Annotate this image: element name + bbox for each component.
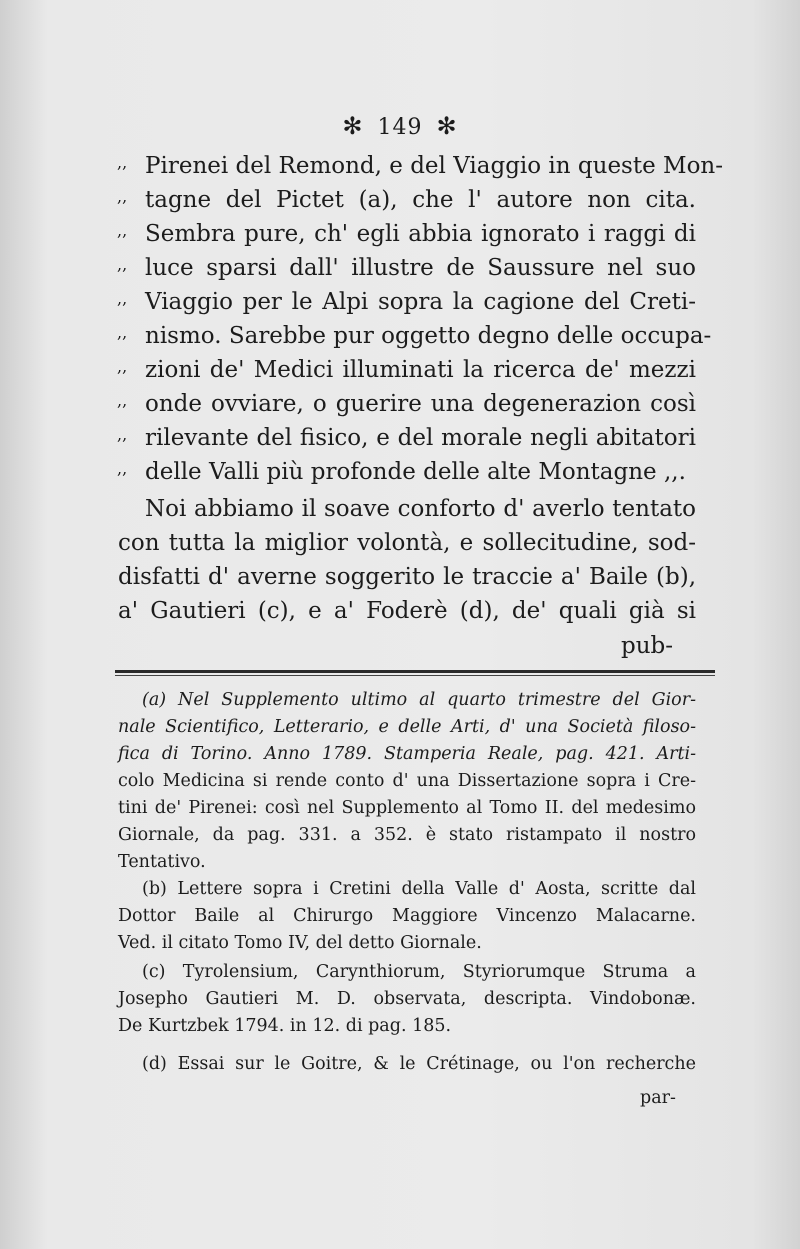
footnote-line: tini de' Pirenei: così nel Supplemento al Tomo II. del medesimo: [118, 798, 696, 818]
footnote-line: colo Medicina si rende conto d' una Dissertazione sopra i Cre-: [118, 771, 696, 791]
footnote-line: Giornale, da pag. 331. a 352. è stato ristampato il nostro: [118, 825, 696, 845]
quote-mark: ,,: [117, 323, 128, 342]
quote-line-text: tagne del Pictet (a), che l' autore non cita.: [145, 187, 696, 213]
body-line-text: con tutta la miglior volontà, e sollecitudine, sod-: [118, 530, 696, 556]
quote-line-text: delle Valli più profonde delle alte Montagne ,,.: [145, 459, 686, 485]
quote-line-text: Sembra pure, ch' egli abbia ignorato i raggi di: [145, 221, 696, 247]
catchword: pub-: [620, 633, 673, 659]
ornament-left-icon: ✻: [342, 112, 364, 140]
quote-line-text: onde ovviare, o guerire una degenerazion così: [145, 391, 696, 417]
footnote-catchword: par-: [640, 1088, 676, 1108]
footnote-line: fica di Torino. Anno 1789. Stamperia Reale, pag. 421. Arti-: [118, 744, 696, 764]
footnote-line: Dottor Baile al Chirurgo Maggiore Vincenzo Malacarne.: [118, 906, 696, 926]
quote-mark: ,,: [117, 187, 128, 206]
footnote-line: Josepho Gautieri M. D. observata, descripta. Vindobonæ.: [118, 989, 696, 1009]
quote-line-text: Viaggio per le Alpi sopra la cagione del Creti-: [145, 289, 696, 315]
quote-mark: ,,: [117, 153, 128, 172]
footnote-line: Tentativo.: [118, 852, 206, 872]
quote-line-text: nismo. Sarebbe pur oggetto degno delle occupa-: [145, 323, 712, 349]
footnote-line: nale Scientifico, Letterario, e delle Arti, d' una Società filoso-: [118, 717, 696, 737]
ornament-right-icon: ✻: [436, 112, 458, 140]
quote-mark: ,,: [117, 425, 128, 444]
footnote-line: (a) Nel Supplemento ultimo al quarto trimestre del Gior-: [142, 690, 696, 710]
footnote-line: De Kurtzbek 1794. in 12. di pag. 185.: [118, 1016, 452, 1036]
quote-mark: ,,: [117, 391, 128, 410]
quote-mark: ,,: [117, 459, 128, 478]
page-number: 149: [377, 115, 423, 140]
footnote-rule-thin: [115, 675, 715, 676]
body-line-text: a' Gautieri (c), e a' Foderè (d), de' quali già si: [118, 598, 696, 624]
quote-line-text: rilevante del fisico, e del morale negli abitatori: [145, 425, 696, 451]
quote-mark: ,,: [117, 255, 128, 274]
quote-line-text: luce sparsi dall' illustre de Saussure nel suo: [145, 255, 696, 281]
footnote-line: (b) Lettere sopra i Cretini della Valle d' Aosta, scritte dal: [142, 879, 696, 899]
body-line-text: Noi abbiamo il soave conforto d' averlo tentato: [145, 496, 696, 522]
quote-mark: ,,: [117, 357, 128, 376]
footnote-rule: [115, 670, 715, 673]
footnote-line: Ved. il citato Tomo IV, del detto Giornale.: [118, 933, 482, 953]
quote-line-text: Pirenei del Remond, e del Viaggio in queste Mon-: [145, 153, 724, 179]
page-header: [0, 112, 800, 140]
quote-line-text: zioni de' Medici illuminati la ricerca de' mezzi: [145, 357, 696, 383]
quote-mark: ,,: [117, 289, 128, 308]
quote-mark: ,,: [117, 221, 128, 240]
footnote-line: (d) Essai sur le Goitre, & le Crétinage, ou l'on recherche: [142, 1054, 696, 1074]
footnote-line: (c) Tyrolensium, Carynthiorum, Styriorumque Struma a: [142, 962, 696, 982]
body-line-text: disfatti d' averne soggerito le traccie a' Baile (b),: [118, 564, 696, 590]
